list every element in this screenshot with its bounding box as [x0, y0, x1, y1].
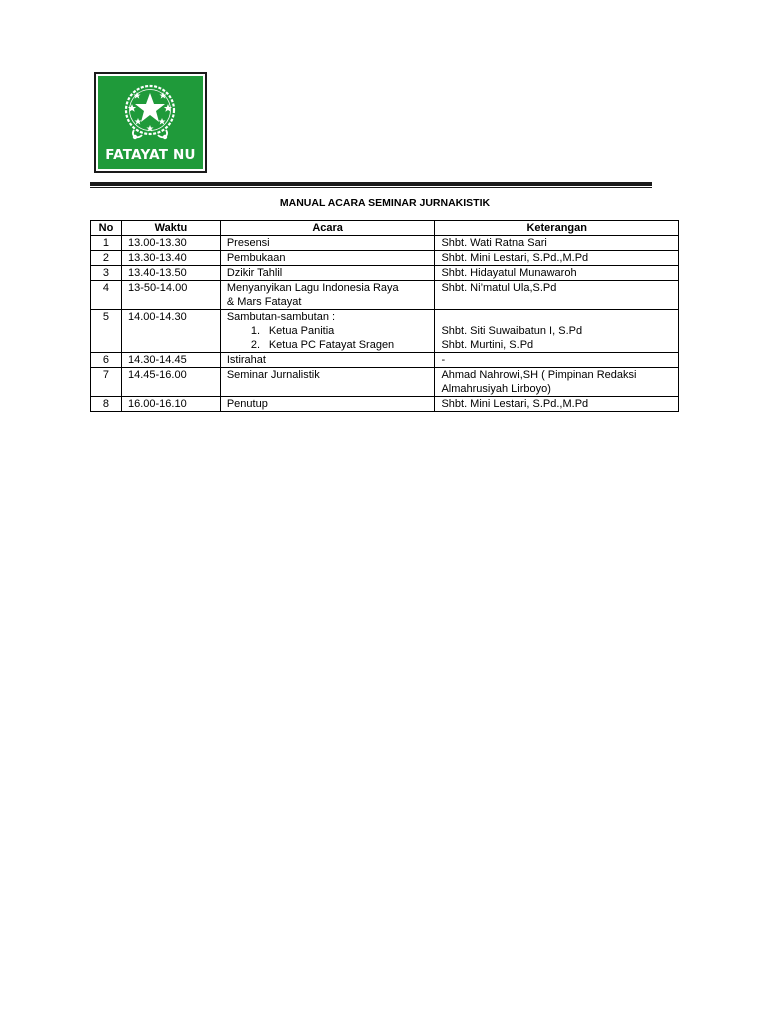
star-globe-rope-emblem-icon — [118, 80, 182, 144]
cell-keterangan: Shbt. Wati Ratna Sari — [435, 236, 679, 251]
document-title: MANUAL ACARA SEMINAR JURNAKISTIK — [279, 197, 491, 209]
cell-waktu: 13.30-13.40 — [121, 251, 220, 266]
cell-waktu: 13.00-13.30 — [121, 236, 220, 251]
header-acara: Acara — [220, 221, 435, 236]
blank-line — [441, 310, 672, 324]
cell-acara: Istirahat — [220, 353, 435, 368]
keterangan-line: Shbt. Siti Suwaibatun I, S.Pd — [441, 325, 583, 337]
list-item — [227, 338, 429, 352]
cell-waktu: 13.40-13.50 — [121, 266, 220, 281]
cell-no: 1 — [91, 236, 122, 251]
cell-no: 2 — [91, 251, 122, 266]
header-waktu: Waktu — [121, 221, 220, 236]
table-row — [91, 266, 679, 281]
sambutan-list — [227, 324, 429, 352]
cell-no: 8 — [91, 397, 122, 412]
cell-keterangan: Shbt. Hidayatul Munawaroh — [435, 266, 679, 281]
cell-waktu: 14.00-14.30 — [121, 310, 220, 353]
cell-no: 6 — [91, 353, 122, 368]
list-label: Ketua PC Fatayat Sragen — [268, 339, 395, 351]
table-row — [91, 397, 679, 412]
cell-keterangan — [435, 368, 679, 397]
cell-acara: Penutup — [220, 397, 435, 412]
table-row — [91, 281, 679, 310]
cell-no: 4 — [91, 281, 122, 310]
cell-no: 7 — [91, 368, 122, 397]
list-label: Ketua Panitia — [268, 325, 335, 337]
header-no: No — [91, 221, 122, 236]
list-number: 1. — [250, 325, 261, 337]
keterangan-line: Shbt. Murtini, S.Pd — [441, 339, 534, 351]
logo-background — [98, 76, 203, 169]
cell-acara: Seminar Jurnalistik — [220, 368, 435, 397]
list-item — [227, 324, 429, 338]
cell-keterangan: - — [435, 353, 679, 368]
keterangan-line: Almahrusiyah Lirboyo) — [441, 383, 551, 395]
table-row — [91, 251, 679, 266]
cell-acara: Presensi — [220, 236, 435, 251]
logo-text: FATAYAT NU — [105, 147, 196, 163]
table-row — [91, 236, 679, 251]
acara-heading: Sambutan-sambutan : — [226, 311, 336, 323]
cell-waktu: 16.00-16.10 — [121, 397, 220, 412]
cell-no: 3 — [91, 266, 122, 281]
table-row — [91, 353, 679, 368]
schedule-table — [90, 220, 679, 412]
keterangan-line: Ahmad Nahrowi,SH ( Pimpinan Redaksi — [441, 369, 637, 381]
header-rule-thin — [90, 187, 652, 188]
cell-keterangan: Shbt. Mini Lestari, S.Pd.,M.Pd — [435, 397, 679, 412]
acara-line: & Mars Fatayat — [226, 296, 302, 308]
table-row — [91, 310, 679, 353]
acara-line: Menyanyikan Lagu Indonesia Raya — [226, 282, 399, 294]
table-row — [91, 368, 679, 397]
cell-no: 5 — [91, 310, 122, 353]
header-rule-thick — [90, 182, 652, 186]
table-header-row — [91, 221, 679, 236]
cell-acara: Pembukaan — [220, 251, 435, 266]
cell-keterangan: Shbt. Ni’matul Ula,S.Pd — [435, 281, 679, 310]
cell-keterangan: Shbt. Mini Lestari, S.Pd.,M.Pd — [435, 251, 679, 266]
cell-acara — [220, 310, 435, 353]
cell-waktu: 14.30-14.45 — [121, 353, 220, 368]
cell-acara — [220, 281, 435, 310]
cell-waktu: 14.45-16.00 — [121, 368, 220, 397]
header-keterangan: Keterangan — [435, 221, 679, 236]
cell-keterangan — [435, 310, 679, 353]
cell-waktu: 13-50-14.00 — [121, 281, 220, 310]
list-number: 2. — [250, 339, 261, 351]
cell-acara: Dzikir Tahlil — [220, 266, 435, 281]
fatayat-nu-logo — [94, 72, 207, 173]
